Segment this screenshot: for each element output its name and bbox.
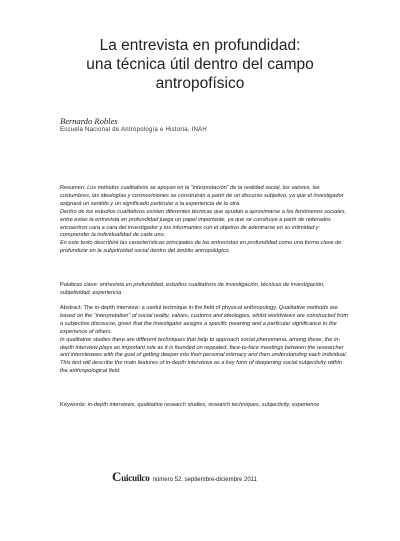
keywords-block [60, 402, 350, 410]
journal-footer [112, 469, 257, 485]
resumen-paragraph-3: En este texto describiré las características principales de las entrevistas en profundidad como una forma clave de profundizar en la subjetividad social dentro del ámbito antropológico. [60, 240, 342, 255]
author-name: Bernardo Robles [60, 116, 118, 126]
author-affiliation: Escuela Nacional de Antropología e Historia, INAH [60, 127, 207, 133]
resumen-label: Resumen: [60, 185, 86, 191]
title-line-2: una técnica útil dentro del campo [86, 56, 314, 73]
abstract-paragraph-1 [60, 305, 350, 337]
keywords-label: Keywords: [60, 402, 87, 408]
palabras-clave-text: entrevista en profundidad, estudios cualitativos de investigación, técnicas de investigación, subjetividad, experiencia [60, 282, 325, 296]
keywords-text: in-depth interviews, qualitative research studies, research techniques, subjectivity, experience [87, 402, 320, 408]
palabras-clave-label: Palabras clave: [60, 282, 99, 288]
abstract-lead: The in-depth interview: a useful technique in the field of physical anthropology. [83, 305, 278, 311]
resumen-text-1: Los métodos cualitativos se apoyan en la “interpretación” de la realidad social, los valores, las costumbres, las ideologías y cosmovisiones se construirán a partir de un discurso subjetivo, ya que el investigador asignará un sentido y un significado particular a la experiencia de la otra. [60, 185, 344, 207]
journal-logo-initial: C [112, 469, 122, 484]
abstract-label: Abstract: [60, 305, 83, 311]
title-line-3: antropofísico [155, 75, 245, 92]
journal-logo [112, 469, 150, 485]
keywords-paragraph [60, 402, 350, 410]
palabras-clave-paragraph [60, 282, 350, 298]
title-line-1: La entrevista en profundidad: [99, 37, 301, 54]
resumen-paragraph-1 [60, 185, 350, 209]
journal-logo-rest: uicuilco [121, 473, 150, 483]
abstract-text-1: Qualitative methods are based on the “interpretation” of social reality, values, customs and ideologies, whilst worldviews are constructed from a subjective discourse, given that the investigator assigns a specific meaning and a particular significance to the experience of others. [60, 305, 349, 335]
resumen-paragraph-2: Dentro de los estudios cualitativos existen diferentes técnicas que ayudan a aproximarse a los fenómenos sociales, entre estas la entrevista en profundidad juega un papel importante, ya que se construye a partir de reiterados encuentros cara a cara del investigador y los informantes con el objetivo de adentrarse en su intimidad y comprender la individualidad de cada uno. [60, 208, 347, 239]
abstract-paragraph-3: This text will describe the main features of in-depth interviews as a key form of deepening social subjectivity within the anthropological field. [60, 360, 342, 375]
palabras-clave-block [60, 282, 350, 298]
article-title [40, 36, 360, 93]
abstract-paragraph-2: In qualitative studies there are different techniques that help to approach social phenomena, among these, the in-depth interview plays an important role as it is founded on repeated, face-to-face meetings between the researcher and interviewees with the goal of getting deeper into their personal intimacy and then understanding each individual. [60, 336, 348, 359]
abstract-block [60, 305, 350, 376]
issue-info: número 52, septiembre-diciembre 2011 [152, 477, 257, 483]
resumen-block [60, 185, 350, 256]
